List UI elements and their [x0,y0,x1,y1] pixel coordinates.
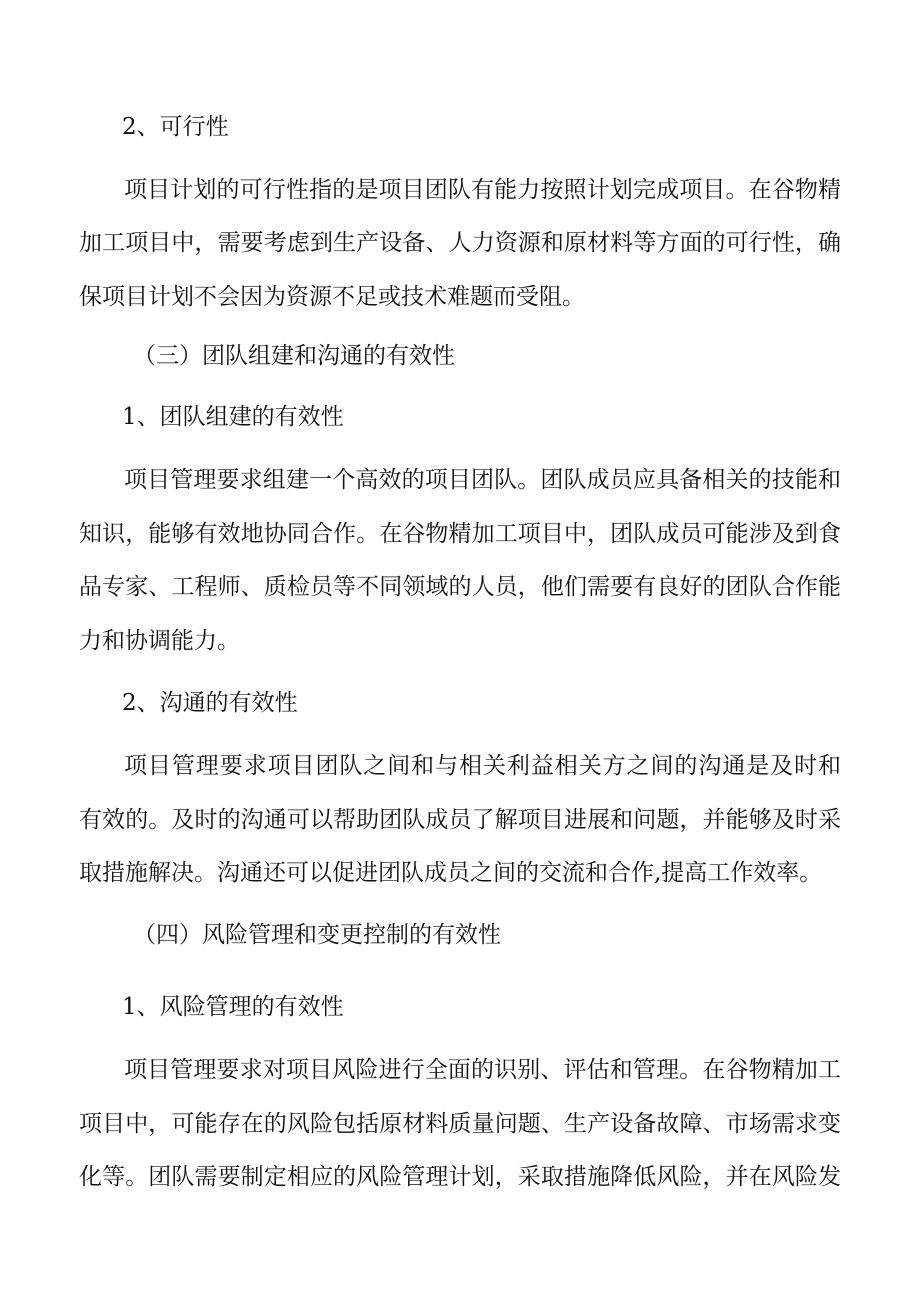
section-four-title: （四）风险管理和变更控制的有效性 [133,922,501,948]
para-team-building-line-3: 品专家、工程师、质检员等不同领域的人员，他们需要有良好的团队合作能 [79,574,841,600]
para-communication-line-2: 有效的。及时的沟通可以帮助团队成员了解项目进展和问题，并能够及时采 [79,807,841,833]
heading-team-building: 1、团队组建的有效性 [122,404,344,430]
para-feasibility-line-1: 项目计划的可行性指的是项目团队有能力按照计划完成项目。在谷物精 [124,177,841,203]
heading-feasibility: 2、可行性 [122,114,229,140]
para-risk-line-1: 项目管理要求对项目风险进行全面的识别、评估和管理。在谷物精加工 [124,1057,841,1083]
heading-risk: 1、风险管理的有效性 [122,994,344,1020]
heading-communication: 2、沟通的有效性 [122,690,298,716]
para-team-building-line-1: 项目管理要求组建一个高效的项目团队。团队成员应具备相关的技能和 [124,467,841,493]
para-communication-line-3: 取措施解决。沟通还可以促进团队成员之间的交流和合作,提高工作效率。 [79,860,823,886]
para-feasibility-line-2: 加工项目中，需要考虑到生产设备、人力资源和原材料等方面的可行性，确 [79,230,841,256]
para-team-building-line-2: 知识，能够有效地协同合作。在谷物精加工项目中，团队成员可能涉及到食 [79,521,841,547]
para-feasibility-line-3: 保项目计划不会因为资源不足或技术难题而受阻。 [79,284,585,310]
para-communication-line-1: 项目管理要求项目团队之间和与相关利益相关方之间的沟通是及时和 [124,753,841,779]
section-three-title: （三）团队组建和沟通的有效性 [133,343,455,369]
para-team-building-line-4: 力和协调能力。 [79,628,240,654]
para-risk-line-3: 化等。团队需要制定相应的风险管理计划，采取措施降低风险，并在风险发 [79,1164,841,1190]
para-risk-line-2: 项目中，可能存在的风险包括原材料质量问题、生产设备故障、市场需求变 [79,1111,841,1137]
